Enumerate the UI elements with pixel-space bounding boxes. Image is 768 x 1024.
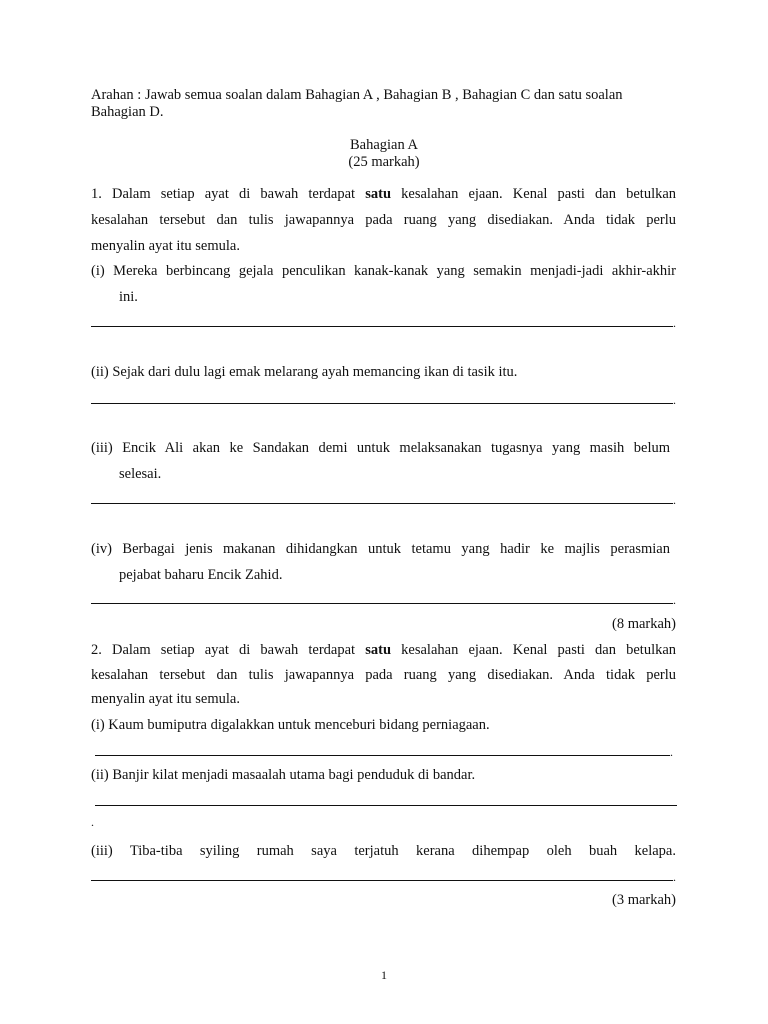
q2-answer-line-iii[interactable] bbox=[91, 880, 673, 881]
instructions-line-1: Arahan : Jawab semua soalan dalam Bahagian A , Bahagian B , Bahagian C dan satu soalan bbox=[91, 87, 623, 103]
q1-answer-dot-iii: . bbox=[673, 493, 676, 507]
page-number: 1 bbox=[381, 968, 387, 982]
q1-answer-line-iv[interactable] bbox=[91, 603, 673, 604]
q2-intro-bold: satu bbox=[365, 642, 392, 658]
q2-answer-dot-i: . bbox=[670, 745, 673, 759]
q2-intro-text-a: 2. Dalam setiap ayat di bawah terdapat bbox=[91, 642, 356, 658]
q2-answer-dot-ii: . bbox=[91, 815, 94, 829]
instructions-line-2: Bahagian D. bbox=[91, 104, 164, 120]
q1-answer-line-i[interactable] bbox=[91, 326, 673, 327]
q2-answer-line-ii[interactable] bbox=[95, 805, 677, 806]
q1-marks: (8 markah) bbox=[611, 616, 676, 632]
q1-answer-dot-i: . bbox=[673, 316, 676, 330]
q1-item-iv-line-1: (iv) Berbagai jenis makanan dihidangkan untuk tetamu yang hadir ke majlis perasmian bbox=[91, 541, 670, 557]
section-marks: (25 markah) bbox=[348, 154, 420, 170]
q1-answer-line-ii[interactable] bbox=[91, 403, 673, 404]
q2-intro-line-3: menyalin ayat itu semula. bbox=[91, 691, 240, 707]
q1-item-i-line-1: (i) Mereka berbincang gejala penculikan kanak-kanak yang semakin menjadi-jadi akhir-akhir bbox=[91, 263, 676, 279]
q1-item-i-line-2: ini. bbox=[119, 289, 138, 305]
q1-item-ii-line-1: (ii) Sejak dari dulu lagi emak melarang ayah memancing ikan di tasik itu. bbox=[91, 364, 518, 380]
q1-item-iii-line-1: (iii) Encik Ali akan ke Sandakan demi untuk melaksanakan tugasnya yang masih belum bbox=[91, 440, 670, 456]
q2-item-i-line-1: (i) Kaum bumiputra digalakkan untuk menceburi bidang perniagaan. bbox=[91, 717, 490, 733]
q2-intro-text-b: kesalahan ejaan. Kenal pasti dan betulkan bbox=[401, 642, 677, 658]
q1-intro-text-b: kesalahan ejaan. Kenal pasti dan betulkan bbox=[401, 186, 677, 202]
q1-answer-dot-ii: . bbox=[673, 393, 676, 407]
q1-intro-bold: satu bbox=[365, 186, 392, 202]
q1-intro-line-3: menyalin ayat itu semula. bbox=[91, 238, 240, 254]
section-title: Bahagian A bbox=[349, 137, 419, 153]
q2-marks: (3 markah) bbox=[611, 892, 676, 908]
q2-answer-dot-iii: . bbox=[673, 870, 676, 884]
q1-intro-line-2: kesalahan tersebut dan tulis jawapannya pada ruang yang disediakan. Anda tidak perlu bbox=[91, 212, 676, 228]
q2-item-iii-line-1: (iii) Tiba-tiba syiling rumah saya terjatuh kerana dihempap oleh buah kelapa. bbox=[91, 843, 676, 859]
q2-intro-line-1 bbox=[91, 642, 676, 659]
q1-intro-text-a: 1. Dalam setiap ayat di bawah terdapat bbox=[91, 186, 356, 202]
q1-intro-line-1 bbox=[91, 186, 676, 203]
q2-answer-line-i[interactable] bbox=[95, 755, 670, 756]
q1-answer-dot-iv: . bbox=[673, 593, 676, 607]
q2-item-ii-line-1: (ii) Banjir kilat menjadi masaalah utama bagi penduduk di bandar. bbox=[91, 767, 476, 783]
q1-item-iii-line-2: selesai. bbox=[119, 466, 162, 482]
q1-answer-line-iii[interactable] bbox=[91, 503, 673, 504]
q1-item-iv-line-2: pejabat baharu Encik Zahid. bbox=[119, 567, 283, 583]
q2-intro-line-2: kesalahan tersebut dan tulis jawapannya pada ruang yang disediakan. Anda tidak perlu bbox=[91, 667, 676, 683]
